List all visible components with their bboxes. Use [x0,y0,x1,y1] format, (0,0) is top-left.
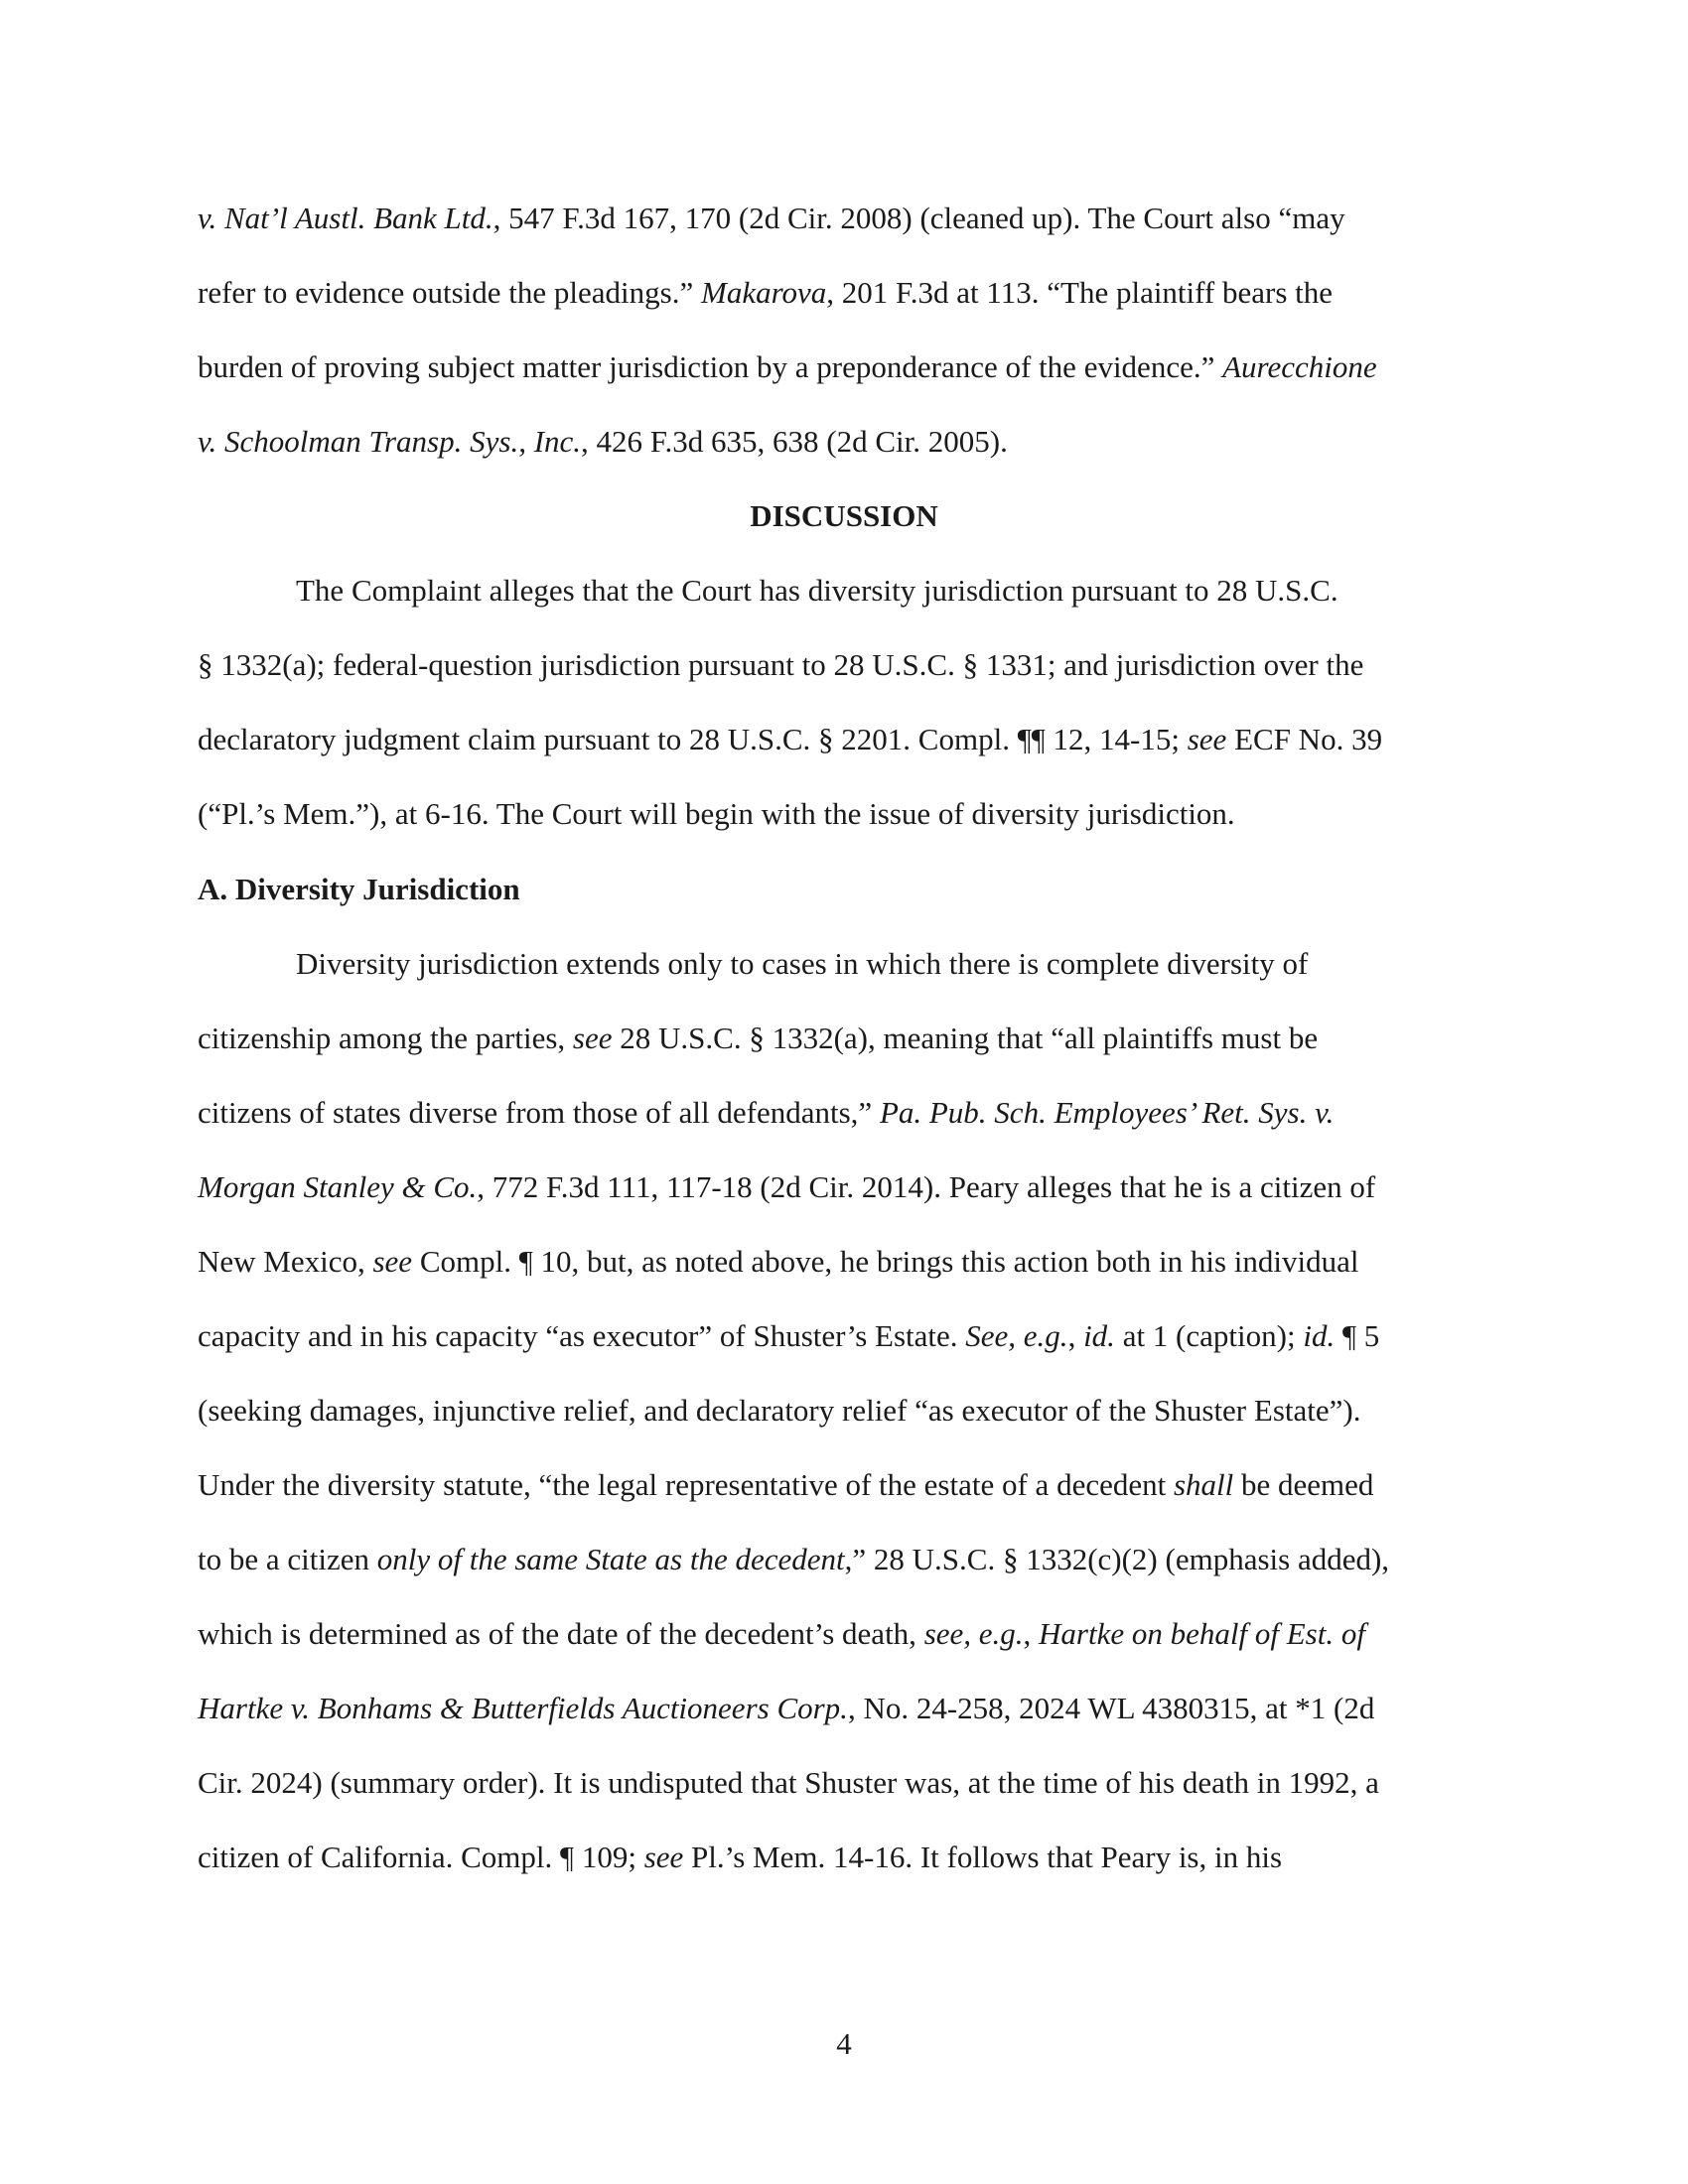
text-segment: (“Pl.’s Mem.”), at 6-16. The Court will begin with the issue of diversity jurisdiction. [198,796,1235,831]
italic-text-segment: see, e.g. [923,1616,1024,1651]
text-line [296,944,1587,984]
text-segment: ECF No. 39 [1226,722,1383,756]
text-segment: , 426 F.3d 635, 638 (2d Cir. 2005). [581,424,1008,459]
text-line [198,645,1488,685]
text-segment: which is determined as of the date of the decedent’s death, [198,1616,924,1651]
text-segment: , [1067,1318,1084,1353]
italic-text-segment: see [572,1021,613,1055]
text-segment: The Complaint alleges that the Court has diversity jurisdiction pursuant to 28 U.S.C. [296,573,1338,608]
text-segment: New Mexico, [198,1244,373,1279]
text-segment: , [1023,1616,1040,1651]
page-number: 4 [836,2026,852,2061]
text-segment: be deemed [1233,1467,1374,1502]
text-line [198,1167,1488,1207]
text-line [198,422,1488,462]
text-segment: § 1332(a); federal-question jurisdiction pursuant to 28 U.S.C. § 1331; and jurisdiction over the [198,647,1364,682]
text-segment: citizenship among the parties, [198,1021,573,1055]
text-line [198,1763,1488,1803]
text-segment: Pl.’s Mem. 14-16. It follows that Peary is, in his [683,1840,1283,1874]
text-line [198,199,1488,238]
text-line [198,794,1488,834]
text-segment: citizens of states diverse from those of all defendants,” [198,1095,880,1130]
text-line [296,571,1587,611]
text-line [198,1391,1488,1431]
text-segment: Diversity jurisdiction extends only to cases in which there is complete diversity of [296,946,1309,981]
text-segment: declaratory judgment claim pursuant to 28 U.S.C. § 2201. Compl. ¶¶ 12, 14-15; [198,722,1188,756]
italic-text-segment: shall [1173,1467,1234,1502]
text-segment: , 201 F.3d at 113. “The plaintiff bears the [826,275,1334,310]
text-line [198,1465,1488,1505]
italic-text-segment: Hartke on behalf of Est. of [1039,1616,1365,1651]
italic-text-segment: see [1187,722,1227,756]
text-segment: 28 U.S.C. § 1332(a), meaning that “all plaintiffs must be [612,1021,1319,1055]
text-line [198,1614,1488,1654]
italic-text-segment: v. Schoolman Transp. Sys., Inc. [198,424,582,459]
text-line [198,720,1488,759]
text-segment: Compl. ¶ 10, but, as noted above, he brings this action both in his individual [412,1244,1359,1279]
text-line [198,1019,1488,1058]
text-line [198,273,1488,313]
text-segment: Cir. 2024) (summary order). It is undisputed that Shuster was, at the time of his death in 1992, a [198,1765,1379,1800]
italic-text-segment: Pa. Pub. Sch. Employees’ Ret. Sys. v. [879,1095,1335,1130]
italic-text-segment: see [372,1244,413,1279]
text-line [198,1093,1488,1133]
text-segment: Under the diversity statute, “the legal representative of the estate of a decedent [198,1467,1174,1502]
italic-text-segment: Morgan Stanley & Co. [198,1169,478,1204]
italic-text-segment: Hartke v. Bonhams & Butterfields Auctioneers Corp. [198,1691,848,1725]
italic-text-segment: id. [1303,1318,1336,1353]
text-segment: to be a citizen [198,1542,377,1576]
text-segment: ¶ 5 [1335,1318,1380,1353]
italic-text-segment: see [643,1840,684,1874]
text-segment: burden of proving subject matter jurisdiction by a preponderance of the evidence.” [198,349,1223,384]
text-segment: ,” 28 U.S.C. § 1332(c)(2) (emphasis added), [844,1542,1390,1576]
text-line [198,347,1488,387]
text-segment: (seeking damages, injunctive relief, and declaratory relief “as executor of the Shuster Estate”). [198,1393,1361,1428]
text-segment: refer to evidence outside the pleadings.” [198,275,701,310]
text-line [198,1540,1488,1579]
text-line [198,1316,1488,1356]
text-segment: capacity and in his capacity “as executor” of Shuster’s Estate. [198,1318,966,1353]
text-line [198,1242,1488,1282]
italic-text-segment: Aurecchione [1222,349,1377,384]
section-a-heading: A. Diversity Jurisdiction [198,872,520,906]
text-line [198,1689,1488,1728]
italic-text-segment: only of the same State as the decedent [376,1542,845,1576]
text-line [198,1838,1488,1877]
italic-text-segment: Makarova [701,275,827,310]
text-segment: at 1 (caption); [1114,1318,1304,1353]
italic-text-segment: See, e.g. [965,1318,1068,1353]
text-segment: , 547 F.3d 167, 170 (2d Cir. 2008) (cleaned up). The Court also “may [492,201,1345,235]
text-segment: , No. 24-258, 2024 WL 4380315, at *1 (2d [847,1691,1375,1725]
discussion-heading: DISCUSSION [750,498,938,533]
text-segment: citizen of California. Compl. ¶ 109; [198,1840,644,1874]
italic-text-segment: v. Nat’l Austl. Bank Ltd. [198,201,493,235]
text-segment: , 772 F.3d 111, 117-18 (2d Cir. 2014). Peary alleges that he is a citizen of [477,1169,1376,1204]
italic-text-segment: id. [1083,1318,1115,1353]
